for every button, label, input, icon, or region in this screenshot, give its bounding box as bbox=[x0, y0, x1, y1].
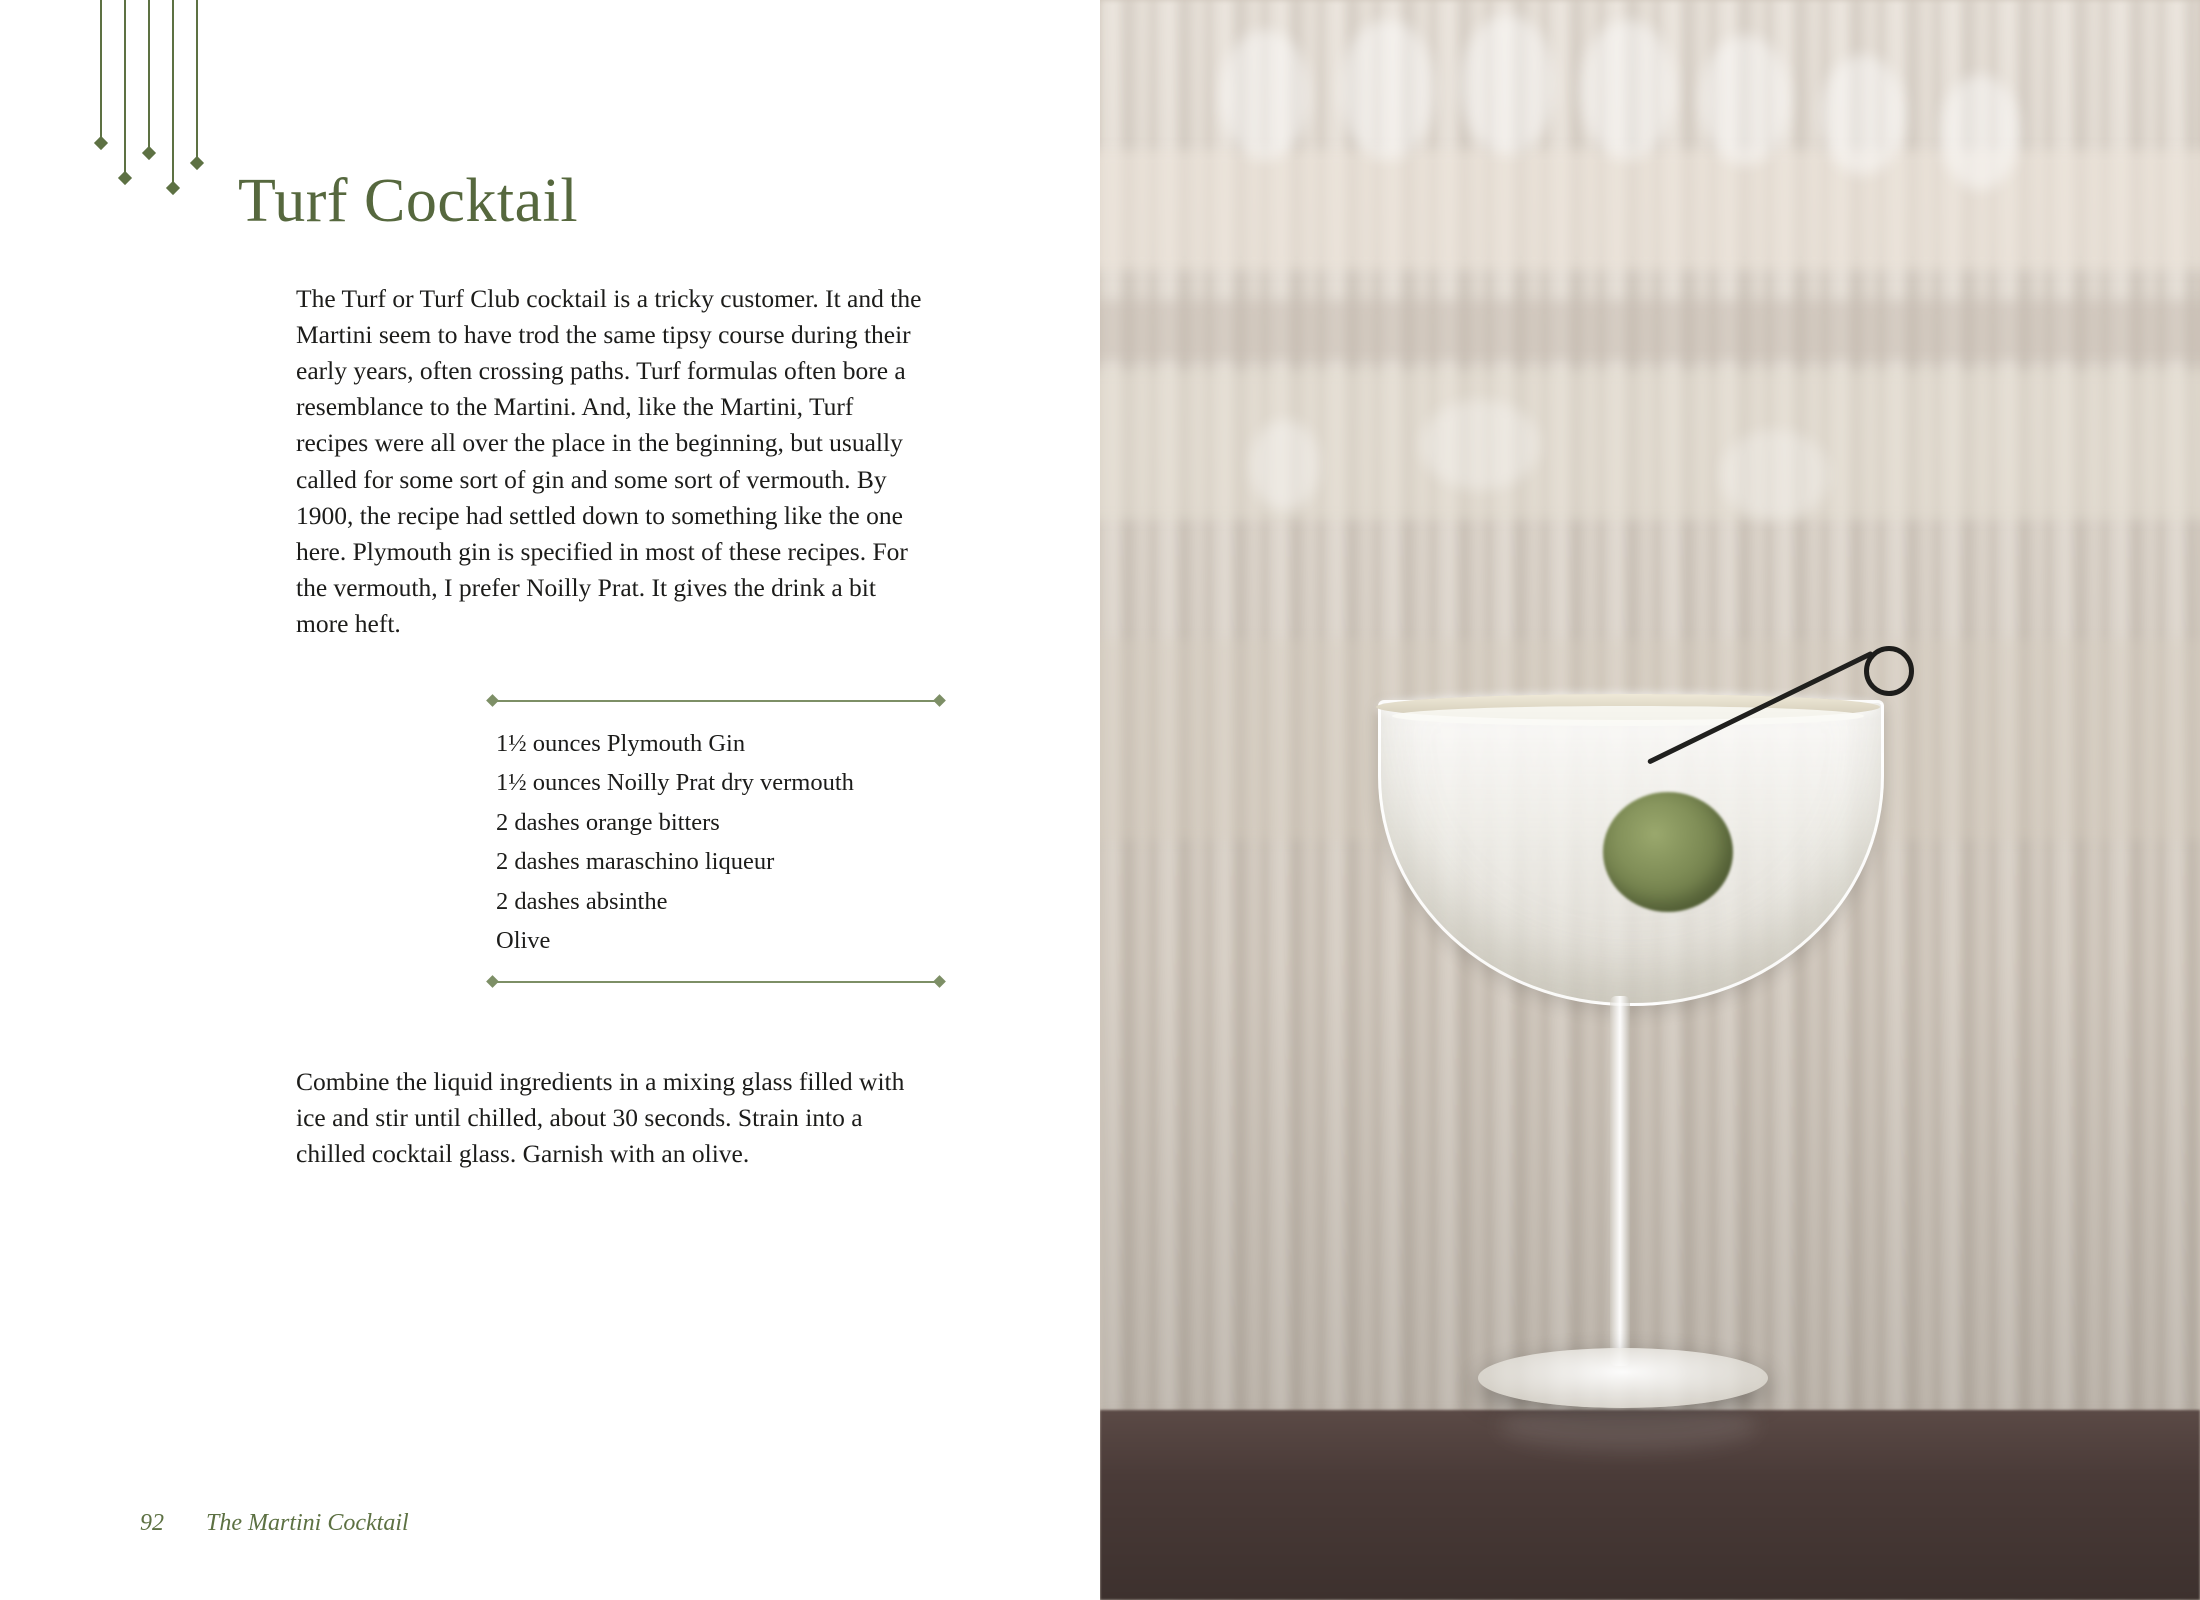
page-footer bbox=[140, 1510, 409, 1537]
glass-reflection bbox=[1498, 1400, 1758, 1450]
ingredients-rule-bottom bbox=[492, 981, 940, 983]
ingredients-rule-top bbox=[492, 700, 940, 702]
glass-stem bbox=[1610, 996, 1630, 1366]
glass-foot bbox=[1478, 1348, 1768, 1408]
page-title: Turf Cocktail bbox=[238, 166, 579, 235]
intro-paragraph: The Turf or Turf Club cocktail is a tricky customer. It and the Martini seem to have trod the same tipsy course during their early years, often crossing paths. Turf formulas often bore a resemblance to the Martini. And, like the Martini, Turf recipes were all over the place in the beginning, but usually called for some sort of gin and some sort of vermouth. By 1900, the recipe had settled down to something like the one here. Plymouth gin is specified in most of these recipes. For the vermouth, I prefer Noilly Prat. It gives the drink a bit more heft. bbox=[296, 283, 922, 639]
cocktail-pick bbox=[1648, 640, 1908, 830]
cocktail-photograph bbox=[1100, 0, 2200, 1600]
list-item: 2 dashes absinthe bbox=[496, 887, 668, 915]
page-number: 92 bbox=[140, 1510, 164, 1536]
ingredients-list bbox=[492, 702, 940, 981]
list-item: Olive bbox=[496, 927, 551, 954]
running-head: The Martini Cocktail bbox=[206, 1510, 409, 1536]
method-paragraph: Combine the liquid ingredients in a mixing glass filled with ice and stir until chilled, about 30 seconds. Strain into a chilled cocktail glass. Garnish with an olive. bbox=[296, 1066, 905, 1168]
decorative-rules-ornament bbox=[100, 0, 220, 220]
list-item: 1½ ounces Plymouth Gin bbox=[496, 729, 746, 757]
cocktail-glass bbox=[1348, 700, 1908, 1480]
list-item: 2 dashes orange bitters bbox=[496, 808, 720, 836]
list-item: 2 dashes maraschino liqueur bbox=[496, 848, 775, 875]
ingredients-block bbox=[492, 700, 940, 983]
list-item: 1½ ounces Noilly Prat dry vermouth bbox=[496, 769, 854, 796]
